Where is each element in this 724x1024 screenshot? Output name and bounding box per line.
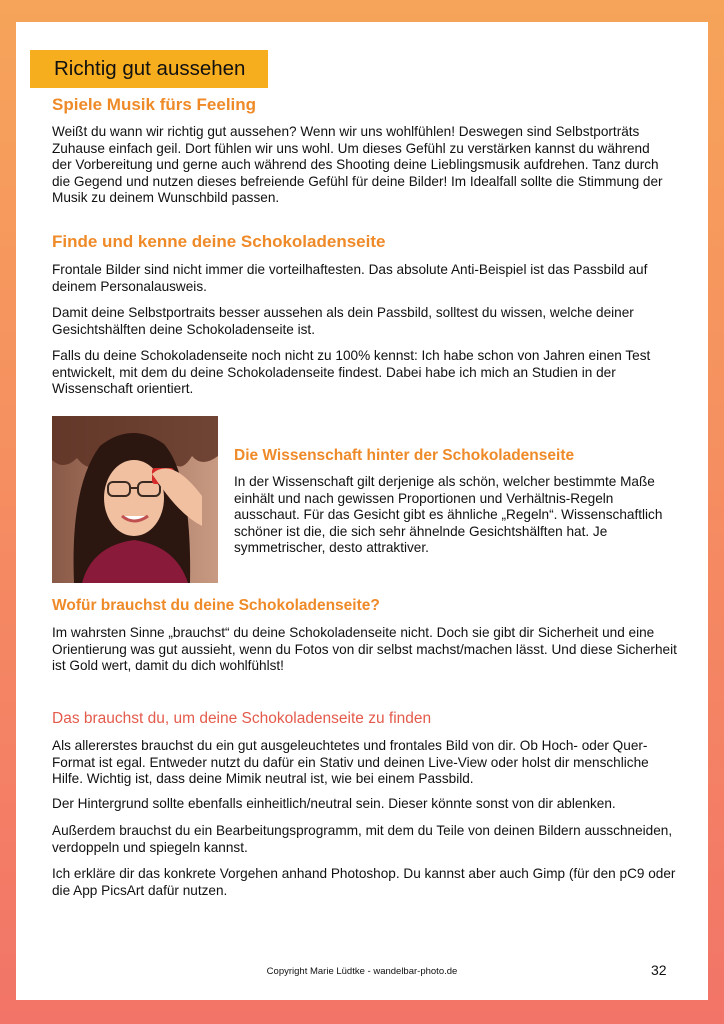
heading-wissenschaft: Die Wissenschaft hinter der Schokoladenseite — [234, 447, 575, 464]
paragraph-selbstportraits: Damit deine Selbstportraits besser aussehen als dein Passbild, solltest du wissen, welche deiner Gesichtshälften deine Schokoladenseite ist. — [52, 305, 634, 337]
banner-title: Richtig gut aussehen — [54, 57, 246, 80]
paragraph-bild: Als allererstes brauchst du ein gut ausgeleuchtetes und frontales Bild von dir. Ob Hoch- oder Quer-Format ist egal. Entweder nutzt du dafür ein Stativ und deinen Live-View oder holst dir menschliche Hilfe. Wichtig ist, dass deine Mimik neutral ist, wie bei einem Passbild. — [52, 738, 649, 786]
heading-brauchst: Das brauchst du, um deine Schokoladenseite zu finden — [52, 710, 432, 727]
page-number: 32 — [651, 962, 667, 978]
heading-wofuer: Wofür brauchst du deine Schokoladenseite? — [52, 597, 380, 614]
heading-music: Spiele Musik fürs Feeling — [52, 95, 257, 114]
paragraph-test: Falls du deine Schokoladenseite noch nicht zu 100% kennst: Ich habe schon von Jahren einen Test entwickelt, mit dem du deine Schokoladenseite findest. Dabei habe ich mich an Studien in der Wissenschaft orientiert. — [52, 348, 651, 396]
portrait-illustration — [52, 416, 218, 583]
paragraph-programm: Außerdem brauchst du ein Bearbeitungsprogramm, mit dem du Teile von deinen Bildern ausschneiden, verdoppeln und spiegeln kannst. — [52, 823, 673, 855]
paragraph-wissenschaft: In der Wissenschaft gilt derjenige als schön, welcher bestimmte Maße einhält und nach gewissen Proportionen und Verhältnis-Regeln ausschaut. Für das Gesicht gibt es ähnliche „Regeln“. Wissenschaftlich schöner ist die, die sich sehr ähnelnde Gesichtshälften hat. Je symmetrischer, desto attraktiver. — [234, 474, 663, 555]
paragraph-wofuer: Im wahrsten Sinne „brauchst“ du deine Schokoladenseite nicht. Doch sie gibt dir Sicherheit und eine Orientierung was gut aussieht, wenn du Fotos von dir selbst machst/machen lässt. Und diese Sicherheit ist Gold wert, damit du dich wohlfühlst! — [52, 625, 677, 673]
portrait-photo — [52, 416, 218, 583]
paragraph-photoshop: Ich erkläre dir das konkrete Vorgehen anhand Photoshop. Du kannst aber auch Gimp (für den pC9 oder die App PicsArt dafür nutzen. — [52, 866, 676, 898]
paragraph-hintergrund: Der Hintergrund sollte ebenfalls einheitlich/neutral sein. Dieser könnte sonst von dir ablenken. — [52, 796, 616, 811]
paragraph-music: Weißt du wann wir richtig gut aussehen? Wenn wir uns wohlfühlen! Deswegen sind Selbstporträts Zuhause einfach geil. Dort fühlen wir uns wohl. Um dieses Gefühl zu verstärken kannst du während der Vorbereitung und gerne auch während des Shooting deine Lieblingsmusik aufdrehen. Tanz durch die Gegend und nutzen dieses befreiende Gefühl für deine Bilder! Im Idealfall sollte die Stimmung der Musik zu deinem Wunschbild passen. — [52, 124, 663, 205]
copyright-footer: Copyright Marie Lüdtke - wandelbar-photo.de — [266, 966, 458, 977]
heading-schokoladenseite: Finde und kenne deine Schokoladenseite — [52, 232, 386, 251]
paragraph-frontal: Frontale Bilder sind nicht immer die vorteilhaftesten. Das absolute Anti-Beispiel ist das Passbild auf deinem Personalausweis. — [52, 262, 648, 294]
